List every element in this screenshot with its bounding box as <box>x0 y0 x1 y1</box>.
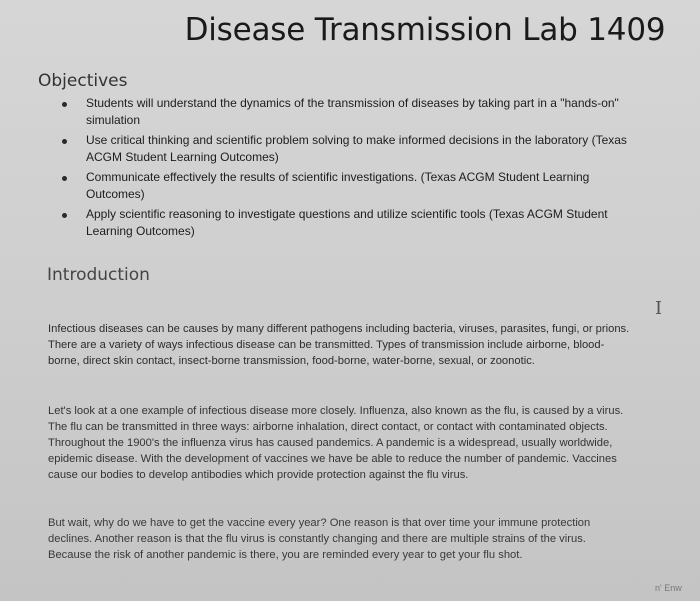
text-cursor-icon: I <box>655 298 663 319</box>
objective-item: Apply scientific reasoning to investigate questions and utilize scientific tools (Texas ACGM Student Learning Outcomes) <box>58 206 648 240</box>
introduction-heading: Introduction <box>47 265 150 285</box>
page-title <box>0 12 700 48</box>
introduction-paragraph: Let's look at a one example of infectious disease more closely. Influenza, also known as the flu, is caused by a virus. The flu can be transmitted in three ways: airborne inhalation, direct contact, or contact with contaminated objects. Throughout the 1900's the influenza virus has caused pandemics. A pandemic is a widespread, usually worldwide, epidemic disease. With the development of vaccines we have be able to reduce the number of pandemic. Vaccines cause our bodies to develop antibodies which provide protection against the flu virus. <box>48 405 624 481</box>
introduction-paragraph: Infectious diseases can be causes by many different pathogens including bacteria, viruses, parasites, fungi, or prions. There are a variety of ways infectious disease can be transmitted. Types of transmission include airborne, blood-borne, direct skin contact, insect-borne transmission, food-borne, water-borne, sexual, or zoonotic. <box>48 323 630 367</box>
objective-item: Use critical thinking and scientific problem solving to make informed decisions in the laboratory (Texas ACGM Student Learning Outcomes) <box>58 132 648 166</box>
corner-fragment-text: n' Enw <box>655 583 682 593</box>
page-title-text: Disease Transmission Lab 1409 <box>184 12 666 48</box>
objectives-list <box>58 95 648 243</box>
introduction-paragraph: But wait, why do we have to get the vaccine every year? One reason is that over time your immune protection declines. Another reason is that the flu virus is constantly changing and there are multiple strains of the virus. Because the risk of another pandemic is there, you are reminded every year to get your flu shot. <box>48 517 591 561</box>
objective-item: Students will understand the dynamics of the transmission of diseases by taking part in a "hands-on" simulation <box>58 95 648 129</box>
objectives-heading: Objectives <box>38 71 128 91</box>
objective-item: Communicate effectively the results of scientific investigations. (Texas ACGM Student Learning Outcomes) <box>58 169 648 203</box>
